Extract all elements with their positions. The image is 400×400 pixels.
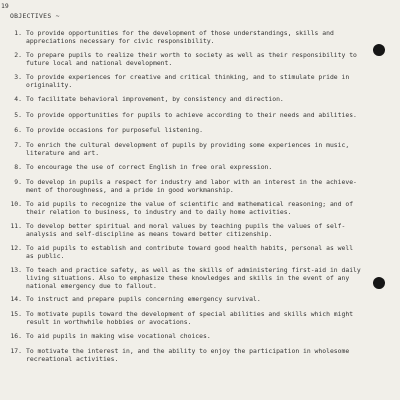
item-number: 12. bbox=[10, 244, 22, 252]
item-number: 5. bbox=[14, 111, 22, 119]
item-text bbox=[26, 178, 357, 194]
item-text bbox=[26, 222, 345, 238]
item-text-line: To provide occasions for purposeful listening. bbox=[26, 126, 203, 134]
item-text-line: To motivate the interest in, and the ability to enjoy the participation in wholesome bbox=[26, 347, 350, 355]
item-text-line: as public. bbox=[26, 252, 65, 260]
item-text bbox=[26, 266, 361, 290]
item-number: 9. bbox=[14, 178, 22, 186]
item-text-line: To prepare pupils to realize their worth to society as well as their responsibility to bbox=[26, 51, 357, 59]
item-text-line: their relation to business, to industry and to daily home activities. bbox=[26, 208, 292, 216]
item-number: 14. bbox=[10, 295, 22, 303]
item-number: 11. bbox=[10, 222, 22, 230]
item-text-line: national emergency due to fallout. bbox=[26, 282, 157, 290]
item-text bbox=[26, 141, 349, 157]
item-text-line: future local and national development. bbox=[26, 59, 173, 67]
page-number: 19 bbox=[1, 2, 9, 10]
item-text-line: To instruct and prepare pupils concerning emergency survival. bbox=[26, 295, 261, 303]
item-number: 7. bbox=[14, 141, 22, 149]
item-number: 2. bbox=[14, 51, 22, 59]
page-title: OBJECTIVES ~ bbox=[10, 12, 60, 20]
item-number: 6. bbox=[14, 126, 22, 134]
item-number: 4. bbox=[14, 95, 22, 103]
item-text bbox=[26, 51, 357, 67]
item-text bbox=[26, 332, 211, 340]
item-text-line: To provide opportunities for the development of those understandings, skills and bbox=[26, 29, 334, 37]
item-text bbox=[26, 310, 353, 326]
item-text-line: To aid pupils to recognize the value of scientific and mathematical reasoning; and of bbox=[26, 200, 354, 208]
item-number: 1. bbox=[14, 29, 22, 37]
item-text-line: literature and art. bbox=[26, 149, 100, 157]
item-text-line: recreational activities. bbox=[26, 355, 119, 363]
item-text bbox=[26, 95, 284, 103]
item-text bbox=[26, 111, 357, 119]
item-text bbox=[26, 73, 349, 89]
item-text-line: To enrich the cultural development of pupils by providing some experiences in music, bbox=[26, 141, 350, 149]
item-text bbox=[26, 347, 349, 363]
item-text-line: originality. bbox=[26, 81, 73, 89]
punch-hole bbox=[373, 44, 385, 56]
item-text-line: ment of thoroughness, and a pride in good workmanship. bbox=[26, 186, 234, 194]
item-number: 13. bbox=[10, 266, 22, 274]
item-text-line: To teach and practice safety, as well as the skills of administering first-aid in daily bbox=[26, 266, 361, 274]
item-text bbox=[26, 200, 353, 216]
item-text bbox=[26, 163, 272, 171]
item-number: 16. bbox=[10, 332, 22, 340]
punch-hole bbox=[373, 277, 385, 289]
item-text-line: To aid pupils to establish and contribute toward good health habits, personal as well bbox=[26, 244, 354, 252]
item-number: 17. bbox=[10, 347, 22, 355]
item-text-line: appreciations necessary for civic responsibility. bbox=[26, 37, 215, 45]
item-text-line: To encourage the use of correct English in free oral expression. bbox=[26, 163, 273, 171]
item-text-line: living situations. Also to emphasize these knowledges and skills in the event of any bbox=[26, 274, 350, 282]
item-text-line: To develop better spiritual and moral values by teaching pupils the values of self- bbox=[26, 222, 346, 230]
item-text bbox=[26, 29, 334, 45]
item-number: 8. bbox=[14, 163, 22, 171]
item-text-line: To facilitate behavioral improvement, by consistency and direction. bbox=[26, 95, 284, 103]
item-text-line: To provide experiences for creative and critical thinking, and to stimulate pride in bbox=[26, 73, 350, 81]
item-text bbox=[26, 295, 261, 303]
item-number: 10. bbox=[10, 200, 22, 208]
item-text bbox=[26, 244, 353, 260]
item-number: 3. bbox=[14, 73, 22, 81]
item-text-line: To provide opportunities for pupils to achieve according to their needs and abilities. bbox=[26, 111, 357, 119]
item-text-line: analysis and self-discipline as means toward better citizenship. bbox=[26, 230, 273, 238]
item-text-line: To motivate pupils toward the development of special abilities and skills which might bbox=[26, 310, 354, 318]
item-text-line: To develop in pupils a respect for industry and labor with an interest in the achieve- bbox=[26, 178, 357, 186]
item-text bbox=[26, 126, 203, 134]
item-number: 15. bbox=[10, 310, 22, 318]
item-text-line: result in worthwhile hobbies or avocations. bbox=[26, 318, 192, 326]
item-text-line: To aid pupils in making wise vocational choices. bbox=[26, 332, 211, 340]
